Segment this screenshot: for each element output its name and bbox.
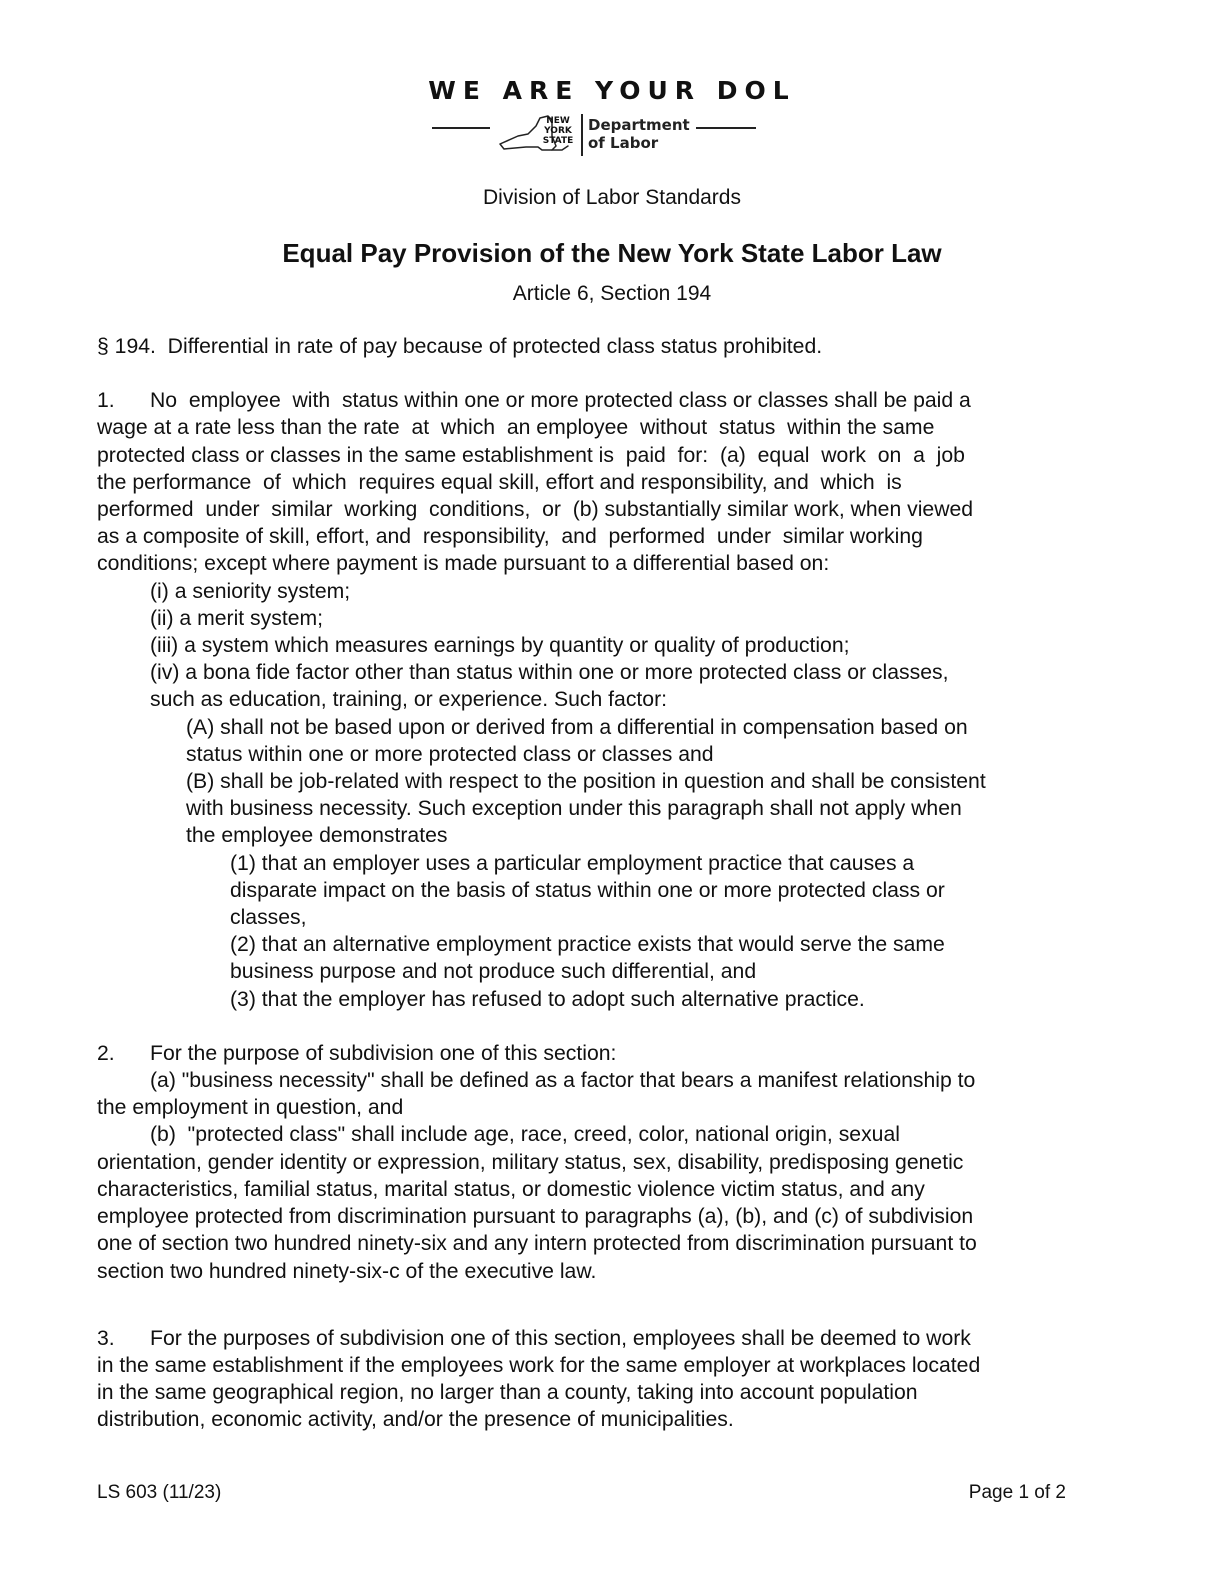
paragraph-line: (b) "protected class" shall include age, race, creed, color, national origin, sexual	[150, 1123, 900, 1147]
subdivision-2-line	[97, 1040, 1097, 1067]
sub-list-item: (B) shall be job-related with respect to the position in question and shall be consistent	[186, 770, 986, 794]
paragraph-line: the performance of which requires equal skill, effort and responsibility, and which is	[97, 470, 902, 494]
paragraph-line: section two hundred ninety-six-c of the executive law.	[97, 1259, 597, 1283]
paragraph-line: characteristics, familial status, marital status, or domestic violence victim status, and any	[97, 1177, 925, 1201]
logo-word-new: NEW	[546, 116, 570, 126]
subdivision-1-line	[97, 387, 1097, 414]
paragraph-line: orientation, gender identity or expression, military status, sex, disability, predisposing genetic	[97, 1150, 964, 1174]
paragraph-text: For the purpose of subdivision one of this section:	[150, 1041, 617, 1065]
paragraph-line: protected class or classes in the same establishment is paid for: (a) equal work on a job	[97, 443, 965, 467]
statute-body	[97, 333, 1097, 1434]
paragraph-line: in the same geographical region, no larger than a county, taking into account population	[97, 1381, 918, 1405]
nys-dol-logo	[0, 114, 1224, 162]
list-item: (ii) a merit system;	[150, 606, 324, 630]
document-subtitle: Article 6, Section 194	[512, 282, 712, 305]
paragraph-line: (a) "business necessity" shall be defined as a factor that bears a manifest relationship to	[150, 1069, 976, 1093]
document-title: Equal Pay Provision of the New York State Labor Law	[282, 238, 942, 268]
sub-list-item: with business necessity. Such exception under this paragraph shall not apply when	[186, 797, 962, 821]
logo-department-name: Department of Labor	[588, 116, 690, 152]
form-identifier: LS 603 (11/23)	[97, 1482, 222, 1503]
paragraph-line: in the same establishment if the employees work for the same employer at workplaces located	[97, 1353, 981, 1377]
logo-word-york: YORK	[544, 126, 572, 136]
list-item: (iv) a bona fide factor other than status within one or more protected class or classes,	[150, 661, 949, 685]
paragraph-line: distribution, economic activity, and/or the presence of municipalities.	[97, 1408, 734, 1432]
sub-sub-list-item: (3) that the employer has refused to adopt such alternative practice.	[230, 987, 865, 1011]
sub-list-item: (A) shall not be based upon or derived from a differential in compensation based on	[186, 715, 968, 739]
subdivision-3-line	[97, 1325, 1097, 1352]
list-item: (i) a seniority system;	[150, 579, 351, 603]
sub-sub-list-item: business purpose and not produce such differential, and	[230, 960, 757, 984]
logo-rule-right	[696, 127, 756, 129]
paragraph-line: the employment in question, and	[97, 1096, 404, 1120]
paragraph-line: as a composite of skill, effort, and responsibility, and performed under similar working	[97, 525, 923, 549]
paragraph-line: one of section two hundred ninety-six and any intern protected from discrimination pursuant to	[97, 1232, 977, 1256]
paragraph-line: wage at a rate less than the rate at which an employee without status within the same	[97, 416, 935, 440]
logo-divider	[581, 114, 583, 156]
page-number: Page 1 of 2	[968, 1482, 1066, 1503]
list-item: such as education, training, or experience. Such factor:	[150, 688, 668, 712]
sub-list-item: status within one or more protected class or classes and	[186, 742, 714, 766]
subdivision-number: 1.	[97, 389, 115, 413]
list-item: (iii) a system which measures earnings by quantity or quality of production;	[150, 634, 850, 658]
dol-tagline: WE ARE YOUR DOL	[428, 76, 796, 105]
paragraph-line: employee protected from discrimination pursuant to paragraphs (a), (b), and (c) of subdivision	[97, 1205, 974, 1229]
sub-sub-list-item: disparate impact on the basis of status within one or more protected class or	[230, 878, 945, 902]
section-heading: § 194. Differential in rate of pay because of protected class status prohibited.	[97, 335, 823, 358]
paragraph-text: For the purposes of subdivision one of this section, employees shall be deemed to work	[150, 1326, 971, 1350]
logo-rule-left	[432, 127, 490, 129]
sub-sub-list-item: (1) that an employer uses a particular employment practice that causes a	[230, 851, 915, 875]
sub-sub-list-item: (2) that an alternative employment practice exists that would serve the same	[230, 933, 945, 957]
paragraph-line: conditions; except where payment is made pursuant to a differential based on:	[97, 552, 830, 576]
division-name: Division of Labor Standards	[483, 186, 741, 209]
paragraph-text: No employee with status within one or more protected class or classes shall be paid a	[150, 389, 971, 413]
sub-list-item: the employee demonstrates	[186, 824, 448, 848]
logo-word-state: STATE	[542, 136, 574, 146]
subdivision-number: 3.	[97, 1326, 115, 1350]
subdivision-number: 2.	[97, 1041, 115, 1065]
paragraph-line: performed under similar working conditions, or (b) substantially similar work, when viewed	[97, 498, 974, 522]
sub-sub-list-item: classes,	[230, 906, 307, 930]
